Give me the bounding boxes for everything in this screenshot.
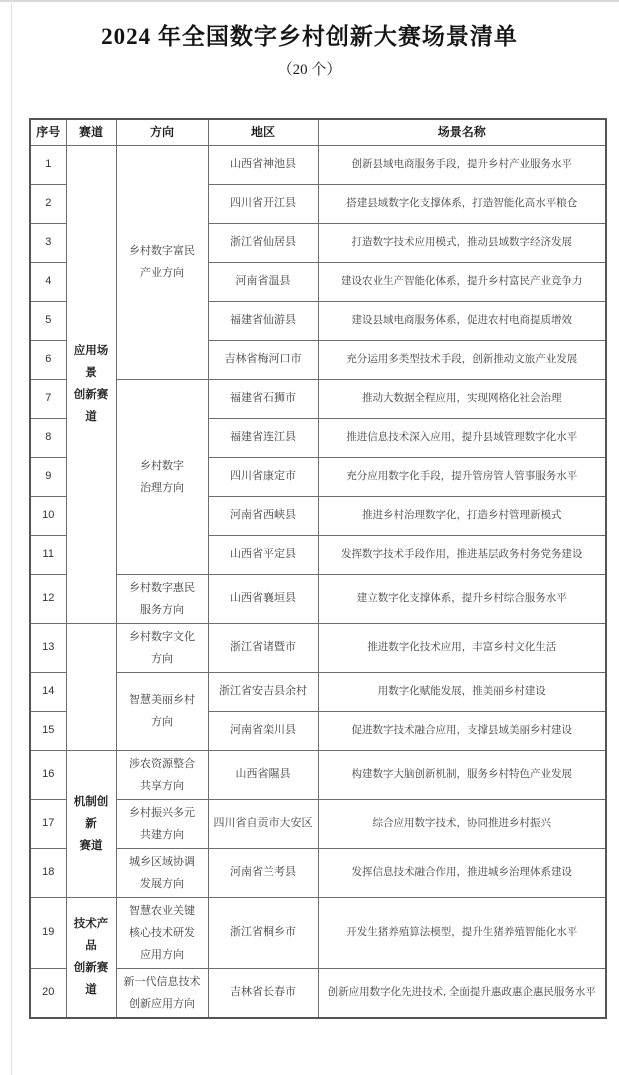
region-cell: 浙江省安吉县余村	[208, 672, 318, 711]
table-row	[30, 145, 606, 184]
region-cell: 山西省隰县	[208, 750, 318, 799]
track-cell	[66, 623, 116, 750]
direction-cell: 智慧农业关键 核心技术研发 应用方向	[116, 897, 208, 968]
table-row	[30, 672, 606, 711]
direction-cell: 乡村振兴多元 共建方向	[116, 799, 208, 848]
region-cell: 四川省康定市	[208, 457, 318, 496]
row-number-cell: 3	[30, 223, 66, 262]
scene-cell: 推进信息技术深入应用，提升县域管理数字化水平	[318, 418, 606, 457]
row-number-cell: 13	[30, 623, 66, 672]
region-cell: 浙江省诸暨市	[208, 623, 318, 672]
direction-cell: 乡村数字文化 方向	[116, 623, 208, 672]
region-cell: 福建省石狮市	[208, 379, 318, 418]
page-title: 2024 年全国数字乡村创新大赛场景清单	[101, 24, 518, 49]
row-number-cell: 18	[30, 848, 66, 897]
scene-cell: 创新县域电商服务手段，提升乡村产业服务水平	[318, 145, 606, 184]
scene-cell: 构建数字大脑创新机制，服务乡村特色产业发展	[318, 750, 606, 799]
region-cell: 福建省连江县	[208, 418, 318, 457]
region-cell: 河南省兰考县	[208, 848, 318, 897]
row-number-cell: 11	[30, 535, 66, 574]
track-cell: 应用场景 创新赛道	[66, 145, 116, 623]
region-cell: 浙江省桐乡市	[208, 897, 318, 968]
row-number-cell: 12	[30, 574, 66, 623]
scene-cell: 推进数字化技术应用，丰富乡村文化生活	[318, 623, 606, 672]
track-cell: 机制创新 赛道	[66, 750, 116, 897]
table-row	[30, 848, 606, 897]
header-number: 序号	[30, 119, 66, 145]
direction-cell: 涉农资源整合 共享方向	[116, 750, 208, 799]
row-number-cell: 15	[30, 711, 66, 750]
scene-cell: 推进乡村治理数字化，打造乡村管理新模式	[318, 496, 606, 535]
scene-cell: 发挥数字技术手段作用，推进基层政务村务党务建设	[318, 535, 606, 574]
table-row	[30, 379, 606, 418]
row-number-cell: 17	[30, 799, 66, 848]
row-number-cell: 9	[30, 457, 66, 496]
direction-cell: 智慧美丽乡村 方向	[116, 672, 208, 750]
row-number-cell: 7	[30, 379, 66, 418]
scene-cell: 综合应用数字技术，协同推进乡村振兴	[318, 799, 606, 848]
region-cell: 河南省温县	[208, 262, 318, 301]
row-number-cell: 16	[30, 750, 66, 799]
table-row	[30, 623, 606, 672]
scene-cell: 创新应用数字化先进技术, 全面提升惠政惠企惠民服务水平	[318, 968, 606, 1018]
region-cell: 四川省自贡市大安区	[208, 799, 318, 848]
row-number-cell: 5	[30, 301, 66, 340]
row-number-cell: 14	[30, 672, 66, 711]
page-left-edge	[11, 0, 12, 1075]
header-region: 地区	[208, 119, 318, 145]
table-row	[30, 750, 606, 799]
scene-cell: 建立数字化支撑体系，提升乡村综合服务水平	[318, 574, 606, 623]
region-cell: 浙江省仙居县	[208, 223, 318, 262]
table-row	[30, 897, 606, 968]
region-cell: 福建省仙游县	[208, 301, 318, 340]
direction-cell: 新一代信息技术 创新应用方向	[116, 968, 208, 1018]
direction-cell: 城乡区域协调 发展方向	[116, 848, 208, 897]
scene-list-table	[29, 118, 607, 1019]
region-cell: 四川省开江县	[208, 184, 318, 223]
scene-cell: 开发生猪养殖算法模型，提升生猪养殖智能化水平	[318, 897, 606, 968]
row-number-cell: 6	[30, 340, 66, 379]
table-row	[30, 799, 606, 848]
row-number-cell: 19	[30, 897, 66, 968]
region-cell: 山西省襄垣县	[208, 574, 318, 623]
direction-cell: 乡村数字惠民 服务方向	[116, 574, 208, 623]
scene-cell: 建设农业生产智能化体系，提升乡村富民产业竞争力	[318, 262, 606, 301]
scene-cell: 用数字化赋能发展，推美丽乡村建设	[318, 672, 606, 711]
scene-cell: 打造数字技术应用模式，推动县域数字经济发展	[318, 223, 606, 262]
region-cell: 山西省平定县	[208, 535, 318, 574]
header-scene: 场景名称	[318, 119, 606, 145]
table-row	[30, 574, 606, 623]
page-top-edge	[0, 0, 619, 2]
scene-cell: 促进数字技术融合应用，支撑县域美丽乡村建设	[318, 711, 606, 750]
region-cell: 吉林省长春市	[208, 968, 318, 1018]
row-number-cell: 8	[30, 418, 66, 457]
header-direction: 方向	[116, 119, 208, 145]
scene-cell: 充分运用多类型技术手段，创新推动文旅产业发展	[318, 340, 606, 379]
scene-cell: 建设县域电商服务体系，促进农村电商提质增效	[318, 301, 606, 340]
row-number-cell: 1	[30, 145, 66, 184]
row-number-cell: 2	[30, 184, 66, 223]
scene-cell: 发挥信息技术融合作用，推进城乡治理体系建设	[318, 848, 606, 897]
header-row	[30, 119, 606, 145]
page-subtitle: （20 个）	[277, 62, 342, 78]
scene-cell: 充分应用数字化手段，提升管房管人管事服务水平	[318, 457, 606, 496]
direction-cell: 乡村数字富民 产业方向	[116, 145, 208, 379]
region-cell: 河南省栾川县	[208, 711, 318, 750]
row-number-cell: 20	[30, 968, 66, 1018]
table-body	[30, 145, 606, 1018]
scene-cell: 搭建县域数字化支撑体系，打造智能化高水平粮仓	[318, 184, 606, 223]
region-cell: 山西省神池县	[208, 145, 318, 184]
table-row	[30, 968, 606, 1018]
region-cell: 河南省西峡县	[208, 496, 318, 535]
direction-cell: 乡村数字 治理方向	[116, 379, 208, 574]
row-number-cell: 10	[30, 496, 66, 535]
track-cell: 技术产品 创新赛道	[66, 897, 116, 1018]
header-track: 赛道	[66, 119, 116, 145]
region-cell: 吉林省梅河口市	[208, 340, 318, 379]
scene-cell: 推动大数据全程应用，实现网格化社会治理	[318, 379, 606, 418]
row-number-cell: 4	[30, 262, 66, 301]
